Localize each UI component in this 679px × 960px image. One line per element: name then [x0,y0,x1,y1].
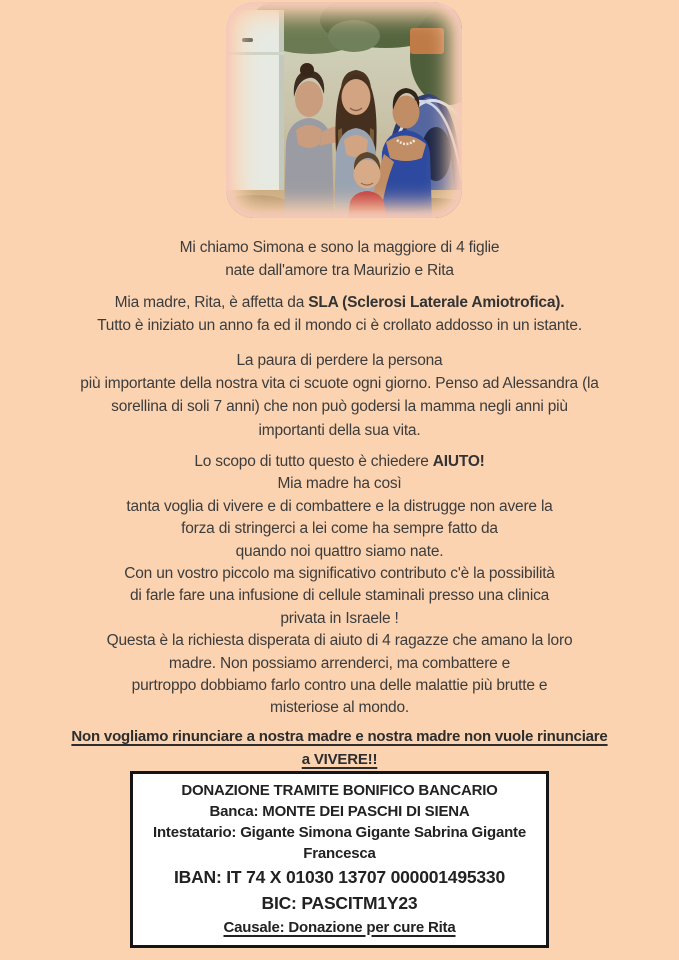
paragraph-plea [0,725,679,771]
appeal-line: Questa è la richiesta disperata di aiuto di 4 ragazze che amano la loro [106,632,573,650]
appeal-line: purtroppo dobbiamo farlo contro una delle malattie più brutte e [131,677,548,695]
paragraph-request [0,451,679,720]
appeal-line: Mi chiamo Simona e sono la maggiore di 4 figlie [179,239,500,256]
appeal-line: tanta voglia di vivere e di combattere e la distrugge non avere la [126,497,553,515]
family-photo-illustration [226,2,462,218]
donation-bic: BIC: PASCITM1Y23 [261,892,418,913]
appeal-line [0,291,679,314]
plea-line-underlined: a VIVERE!! [301,751,378,768]
appeal-line: La paura di perdere la persona [236,352,443,369]
family-photo [226,2,462,218]
donation-box [130,771,549,948]
appeal-line: sorellina di soli 7 anni) che non può godersi la mamma negli anni più [111,398,568,416]
donation-bank: Banca: MONTE DEI PASCHI DI SIENA [209,802,470,820]
paragraph-intro [0,236,679,282]
aiuto-bold-text: AIUTO! [432,453,485,470]
donation-account-holder: Intestatario: Gigante Simona Gigante Sabrina Gigante Francesca [152,823,526,862]
appeal-text: Mia madre, Rita, è affetta da [114,294,309,311]
appeal-text: Lo scopo di tutto questo è chiedere [194,453,433,470]
appeal-line [0,451,679,473]
appeal-line: Tutto è iniziato un anno fa ed il mondo ci è crollato addosso in un istante. [97,317,582,334]
appeal-line: Mia madre ha così [277,475,402,493]
appeal-line: più importante della nostra vita ci scuote ogni giorno. Penso ad Alessandra (la [80,375,599,393]
donation-iban: IBAN: IT 74 X 01030 13707 000001495330 [174,866,505,887]
sla-bold-text: SLA (Sclerosi Laterale Amiotrofica). [308,294,565,311]
donation-causale: Causale: Donazione per cure Rita [223,918,456,936]
appeal-line: importanti della sua vita. [258,421,421,439]
appeal-line: misteriose al mondo. [269,699,409,717]
appeal-line: nate dall'amore tra Maurizio e Rita [225,262,454,279]
appeal-line: di farle fare una infusione di cellule staminali presso una clinica [129,587,550,605]
appeal-line: quando noi quattro siamo nate. [235,542,444,560]
appeal-line: madre. Non possiamo arrenderci, ma combattere e [168,654,511,672]
plea-line-underlined: Non vogliamo rinunciare a nostra madre e nostra madre non vuole rinunciare [71,728,608,745]
appeal-line: privata in Israele ! [280,609,399,627]
paragraph-fear [0,349,679,442]
paragraph-diagnosis [0,291,679,337]
appeal-line: forza di stringerci a lei come ha sempre fatto da [181,520,498,538]
appeal-line: Con un vostro piccolo ma significativo contributo c'è la possibilità [124,565,555,583]
donation-title: DONAZIONE TRAMITE BONIFICO BANCARIO [181,781,498,799]
